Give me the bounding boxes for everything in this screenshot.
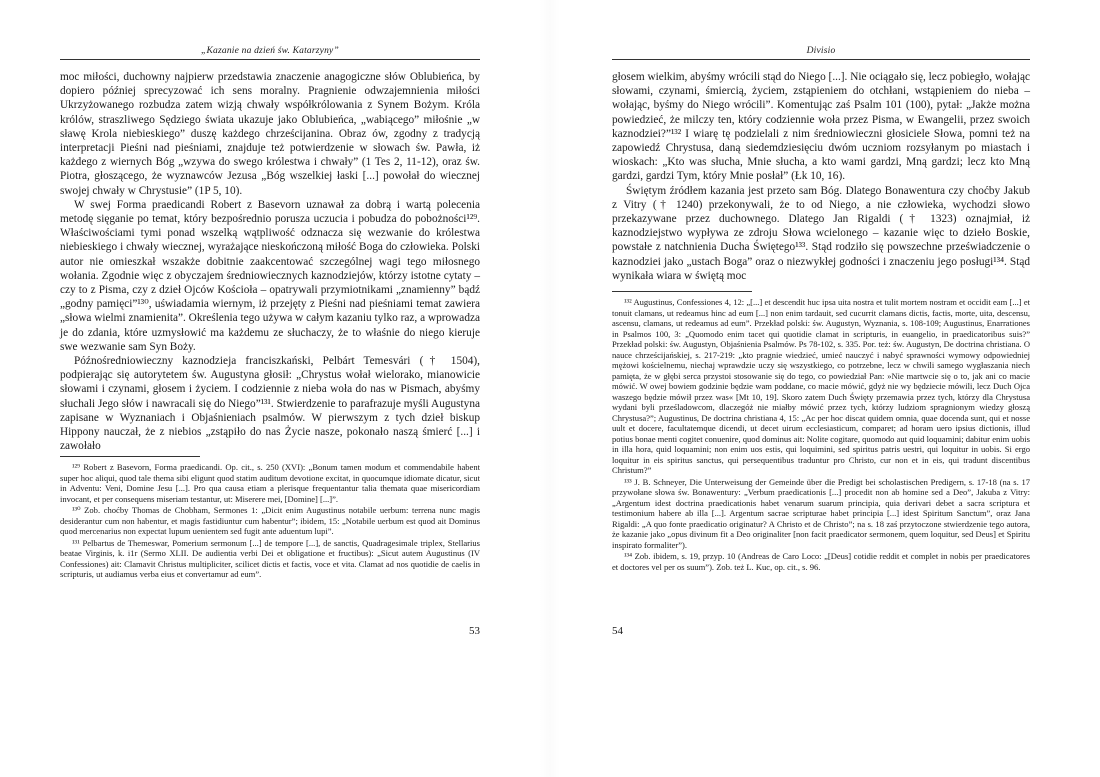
footnote-130: ¹³⁰ Zob. choćby Thomas de Chobham, Sermones 1: „Dicit enim Augustinus notabile uerbum: terrena nunc magis desiderantur cum non habentur, et magis fastidiuntur cum habentur”; ibidem, 15: „Notabile uerbum est quod ait Dominus quod mercenarius non expectat lupum uenientem sed fugit ante aduentum lupi”. <box>60 505 480 536</box>
running-head-right: Divisio <box>806 46 836 56</box>
paragraph: głosem wielkim, abyśmy wrócili stąd do Niego [...]. Nie ociągało się, lecz pobiegło, wołając słowami, czynami, śmiercią, życiem, zstąpieniem do otchłani, wstąpieniem do nieba – wołając, byśmy do Niego wrócili”. Komentując zaś Psalm 101 (100), pytał: „Jakże można powiedzieć, że milczy ten, który codziennie woła przez Pisma, w Ewangelii, przez swoich kaznodziei?”¹³² I wiarę tę podzielali z nim średniowieczni głosiciele Słowa, pomni też na zapowiedź Chrystusa, daną siedemdziesięciu dwóm uczniom rozsyłanym po miastach i wioskach: „Kto was słucha, Mnie słucha, a kto wami gardzi, Mną gardzi; lecz kto Mną gardzi, gardzi Tym, który Mnie posłał” (Łk 10, 16). <box>612 71 1030 183</box>
paragraph: moc miłości, duchowny najpierw przedstawia znaczenie anagogiczne słów Oblubieńca, by dopiero później sprecyzować ich sens moralny. Pragnienie odwzajemnienia miłości Ukrzyżowanego rozbudza zatem wizją chwały współkrólowania z Synem Bożym. Króla królów, straszliwego Sędziego świata ukazuje jako Oblubieńca, „wabiącego” miłośnie „w sławę Krola niebieskiego” duszę każdego chrześcijanina. Obraz ów, zgodny z tradycją interpretacji Pieśni nad pieśniami, znajduje też potwierdzenie w słowach św. Pawła, iż każdego z wiernych Bóg „wzywa do swego królestwa i chwały” (1 Tes 2, 11-12), oraz św. Piotra, głoszącego, że wyznawców Jezusa „Bóg wszelkiej łaski [...] powołał do wiecznej swojej chwały w Chrystusie” (1P 5, 10). <box>60 71 480 197</box>
header-rule-left <box>60 59 480 60</box>
running-head-left: „Kazanie na dzień św. Katarzyny” <box>201 46 339 56</box>
paragraph: Późnośredniowieczny kaznodzieja franciszkański, Pelbárt Temesvári († 1504), podpierając się autorytetem św. Augustyna głosił: „Chrystus wołał wielorako, mianowicie słowami i czynami, głosem i życiem. I codziennie z nieba woła do nas w Pismach, abyśmy słuchali Jego słów i nawracali się do Niego”¹³¹. Stwierdzenie to parafrazuje myśli Augustyna zapisane w Wyznaniach i Objaśnieniach psalmów. W pierwszym z tych dzieł biskup Hippony nauczał, że z niebios „zstąpiło do nas Życie nasze, pokonało naszą śmierć [...] i zawołało <box>60 355 480 453</box>
footnotes-right <box>612 297 1030 573</box>
footnote-rule-left <box>60 456 200 457</box>
header-rule-right <box>612 59 1030 60</box>
footnote-rule-right <box>612 291 752 292</box>
left-page <box>60 0 480 777</box>
footnote-133: ¹³³ J. B. Schneyer, Die Unterweisung der Gemeinde über die Predigt bei scholastischen Predigern, s. 17-18 (na s. 17 przywołane słowa św. Bonawentury: „Verbum praedicationis [...] procedit non ab homine sed a Deo”, Jakuba z Vitry: „Argentum idest doctrina praedicationis habet venarum suarum principia, quia derivari debet a sacra scriptura et testimonium habere ab illa [...]. Argentum sacrae scripturae habet principia [...] idest Spiritum Sanctum”, oraz Jana Rigaldi: „A quo fonte praedicatio originatur? A Christo et de Christo”; na s. 18 zaś przytoczone stwierdzenie tego autora, że kazanie jako „opus divinum fit a Deo originaliter [non facit praedicator sermonem, quem loquitur, sed Deus] et Spiritu inspirato formaliter”). <box>612 476 1030 550</box>
footnote-132: ¹³² Augustinus, Confessiones 4, 12: „[...] et descendit huc ipsa uita nostra et tulit mortem nostram et occidit eam [...] et tonuit clamans, ut redeamus hinc ad eum [...] non enim tardauit, sed cucurrit clamans dictis, factis, morte, uita, descensu, ascensu, clamans, ut redeamus ad eum”. Przekład polski: św. Augustyn, Wyznania, s. 108-109; Augustinus, Enarrationes in Psalmos 100, 3: „Quomodo enim tacet qui quotidie clamat in scripturis, in euangelio, in praedicatoribus suis?” Przekład polski: św. Augustyn, Objaśnienia Psalmów. Ps 78-102, s. 335. Por. też: św. Augustyn, De doctrina christiana. O nauce chrześcijańskiej, s. 217-219: „kto pragnie wiedzieć, umieć nauczyć i nabyć sprawności wymowy odpowiedniej mężowi kościelnemu, niechaj wprawdzie uczy się wszystkiego, co potrzebne, lecz w chwili samego wygłaszania niech pamięta, że w głębi serca przystoi stosowanie się do tego, co powiedział Pan: »Nie martwcie się o to, jak ani co macie mówić. W owej bowiem godzinie będzie wam poddane, co macie mówić, gdyż nie wy będziecie mówili, lecz Duch Ojca waszego będzie mówił przez was« [Mt 10, 19]. Skoro zatem Duch Święty przemawia przez tych, którzy dla Chrystusa wydani byli prześladowcom, dlaczegóż nie miałby mówić przez tych, którzy ludziom spragnionym wiedzy głoszą Chrystusa?”; Augustinus, De doctrina christiana 4, 15: „Ac per hoc discat quidem omnia, quae docenda sunt, qui et nosse uult et docere, facultatemque dicendi, ut decet uirum ecclesiasticum, comparet; ad horam uero ipsius dictionis, illud potius bonae menti cogitet conuenire, quod dominus ait: Nolite cogitare, quomodo aut quid loquamini; dabitur enim uobis in illa hora, quid loquamini; non enim uos estis, qui loquimini, sed spiritus patris uestri, qui loquitur in uobis. Si ergo loquitur in eis spiritus sanctus, qui persequentibus traduntur pro Christo, cur non et in eis, qui tradunt discentibus Christum?” <box>612 297 1030 475</box>
paragraph: Świętym źródłem kazania jest przeto sam Bóg. Dlatego Bonawentura czy choćby Jakub z Vitry († 1240) przekonywali, że to od Niego, a nie człowieka, wychodzi słowo przekazywane przez duchownego. Dlatego Jan Rigaldi († 1323) oznajmiał, iż kaznodziejstwo wypływa ze zdroju Słowa wcielonego – kazanie więc to dzieło Boskie, powstałe z natchnienia Ducha Świętego¹³³. Stąd rodziło się powszechne przeświadczenie o kaznodziei jako „ustach Boga” oraz o niezwykłej godności i znaczeniu jego posługi¹³⁴. Stąd wynikała wiara w świętą moc <box>612 184 1030 282</box>
book-gutter <box>540 0 560 777</box>
page-number-right: 54 <box>612 625 623 637</box>
body-text-left <box>60 70 480 453</box>
body-text-right <box>612 70 1030 283</box>
footnote-134: ¹³⁴ Zob. ibidem, s. 19, przyp. 10 (Andreas de Caro Loco: „[Deus] cotidie reddit et complet in nobis per praedicatores et doctores vel per os suum”). Zob. też L. Kuc, op. cit., s. 96. <box>612 551 1030 572</box>
footnote-129: ¹²⁹ Robert z Basevorn, Forma praedicandi. Op. cit., s. 250 (XVI): „Bonum tamen modum et commendabile habent super hoc aliqui, quod tale thema sibi eligunt quod statim auditum devotione excitat, in quocumque idiomate dicatur, sicut in Adventu: Veni, Domine Jesu [...]. Pro qua causa etiam a plerisque frequentantur talia themata quae misericordiam invocant, et per consequens miseriam testantur, ut: Miserere mei, [Domine] [...]”. <box>60 462 480 504</box>
paragraph: W swej Forma praedicandi Robert z Basevorn uznawał za dobrą i wartą polecenia metodę sięganie po temat, który bezpośrednio porusza uczucia i pobudza do pobożności¹²⁹. Właściwościami tymi ponad wszelką wątpliwość odznacza się wezwanie do królestwa niebieskiego i chwały wiecznej, wyrażające nieskończoną miłość Boga do człowieka. Polski autor nie omieszkał wszakże dobitnie zaakcentować szczególnej wagi tego miłosnego wołania. Zgodnie więc z obyczajem średniowiecznych kaznodziejów, którzy istotne cytaty – czy to z Pisma, czy z dzieł Ojców Kościoła – opatrywali przymiotnikami „znamienny” bądź „godny pamięci”¹³⁰, uświadamia wiernym, iż przejęty z Pieśni nad pieśniami temat zawiera „słowa wielmi znamienita”. Określenia tego używa w całym kazaniu tylko raz, a wprowadza je do zdania, które uzmysłowić ma każdemu ze słuchaczy, że to właśnie do niego kieruje swe wezwanie sam Syn Boży. <box>60 198 480 353</box>
footnote-131: ¹³¹ Pelbartus de Themeswar, Pomerium sermonum [...] de tempore [...], de sanctis, Quadragesimale triplex, Stellarius beatae Virginis, k. i1r (Sermo XLII. De audientia verbi Dei et obligatione et fructibus): „Sicut autem Augustinus (IV Confessiones) ait: Clamavit Christus multipliciter, scilicet dictis et factis, voce et vita. Clamat ad nos quotidie de caelis in scripturis, ut audiamus verba eius et convertamur ad eum”. <box>60 537 480 579</box>
page-number-left: 53 <box>469 625 480 637</box>
footnotes-left <box>60 462 480 581</box>
right-page <box>612 0 1030 777</box>
